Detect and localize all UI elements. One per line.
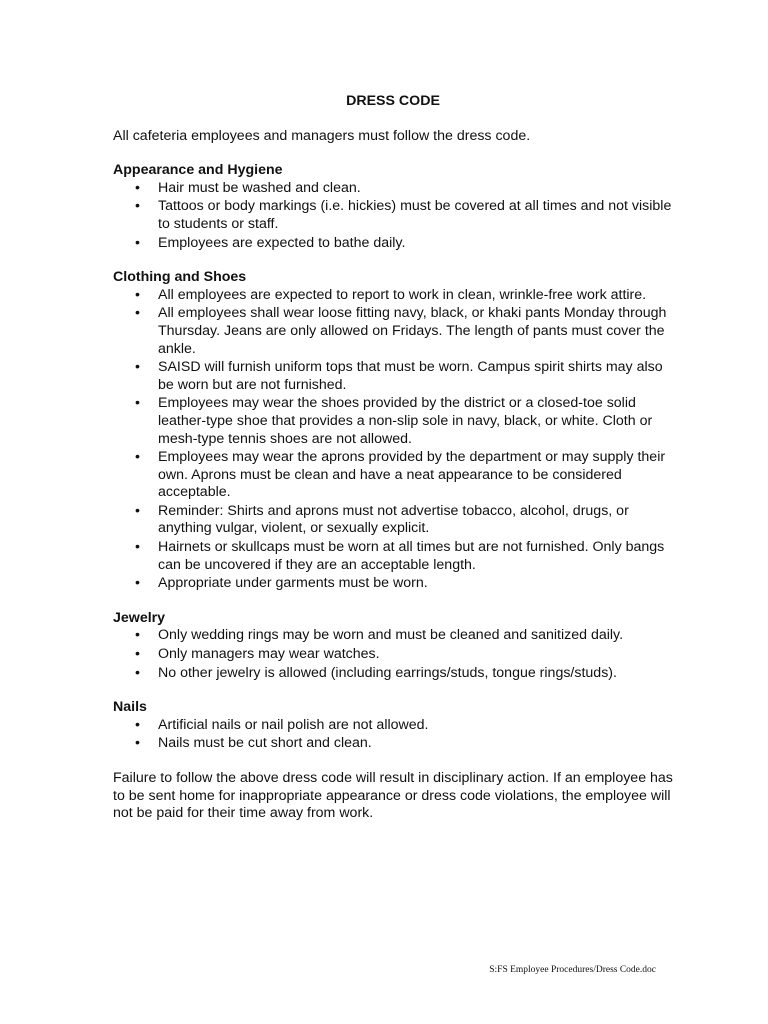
bullet-text: All employees shall wear loose fitting navy, black, or khaki pants Monday through Thursday. Jeans are only allowed on Fridays. The length of pants must cover the ankle.: [158, 305, 667, 357]
bullet-text: Employees are expected to bathe daily.: [158, 234, 406, 251]
bullet-item: [113, 575, 673, 593]
bullet-text: All employees are expected to report to work in clean, wrinkle-free work attire.: [158, 286, 647, 303]
bullet-list: [113, 180, 673, 252]
bullet-item: [113, 449, 673, 502]
bullet-list: [113, 717, 673, 753]
bullet-icon: •: [135, 664, 140, 681]
bullet-item: [113, 503, 673, 538]
bullet-icon: •: [135, 286, 140, 303]
bullet-text: Hair must be washed and clean.: [158, 179, 361, 196]
bullet-icon: •: [135, 539, 140, 556]
bullet-list: [113, 287, 673, 593]
bullet-icon: •: [135, 735, 140, 752]
section: [113, 699, 673, 753]
bullet-item: [113, 235, 673, 253]
intro-paragraph: All cafeteria employees and managers must follow the dress code.: [113, 127, 531, 144]
section-heading: Appearance and Hygiene: [113, 162, 283, 179]
bullet-list: [113, 627, 673, 682]
bullet-item: [113, 646, 673, 664]
bullet-icon: •: [135, 627, 140, 644]
footer-file-path: S:FS Employee Procedures/Dress Code.doc: [489, 965, 656, 975]
bullet-text: No other jewelry is allowed (including earrings/studs, tongue rings/studs).: [158, 664, 617, 681]
closing-paragraph: Failure to follow the above dress code will result in disciplinary action. If an employee has to be sent home for inappropriate appearance or dress code violations, the employee will not be paid for their time away from work.: [113, 770, 673, 822]
bullet-icon: •: [135, 234, 140, 251]
bullet-icon: •: [135, 395, 140, 412]
bullet-icon: •: [135, 305, 140, 322]
document-page: [113, 93, 673, 823]
bullet-icon: •: [135, 198, 140, 215]
bullet-item: [113, 735, 673, 753]
bullet-icon: •: [135, 359, 140, 376]
bullet-item: [113, 665, 673, 683]
bullet-icon: •: [135, 502, 140, 519]
bullet-icon: •: [135, 716, 140, 733]
section: [113, 269, 673, 593]
bullet-text: Tattoos or body markings (i.e. hickies) must be covered at all times and not visible to students or staff.: [158, 198, 672, 232]
bullet-text: Artificial nails or nail polish are not allowed.: [158, 716, 429, 733]
section-heading: Jewelry: [113, 609, 166, 626]
bullet-text: Hairnets or skullcaps must be worn at all times but are not furnished. Only bangs can be uncovered if they are an acceptable length.: [158, 539, 665, 573]
section: [113, 610, 673, 682]
bullet-text: Nails must be cut short and clean.: [158, 735, 372, 752]
bullet-item: [113, 305, 673, 358]
bullet-item: [113, 287, 673, 305]
bullet-item: [113, 627, 673, 645]
bullet-text: Employees may wear the aprons provided by the department or may supply their own. Aprons must be clean and have a neat appearance to be considered acceptable.: [158, 449, 666, 501]
bullet-item: [113, 395, 673, 448]
bullet-text: Only managers may wear watches.: [158, 646, 380, 663]
sections-container: [113, 162, 673, 753]
bullet-icon: •: [135, 179, 140, 196]
bullet-icon: •: [135, 575, 140, 592]
section-heading: Nails: [113, 699, 147, 716]
bullet-item: [113, 539, 673, 574]
bullet-text: Appropriate under garments must be worn.: [158, 575, 428, 592]
bullet-item: [113, 198, 673, 233]
bullet-text: SAISD will furnish uniform tops that must be worn. Campus spirit shirts may also be worn but are not furnished.: [158, 359, 663, 393]
section: [113, 162, 673, 252]
bullet-text: Employees may wear the shoes provided by the district or a closed-toe solid leather-type shoe that provides a non-slip sole in navy, black, or white. Cloth or mesh-type tennis shoes are not allowed.: [158, 395, 653, 447]
bullet-item: [113, 180, 673, 198]
section-heading: Clothing and Shoes: [113, 269, 247, 286]
bullet-text: Reminder: Shirts and aprons must not advertise tobacco, alcohol, drugs, or anything vulgar, violent, or sexually explicit.: [158, 502, 629, 537]
bullet-item: [113, 717, 673, 735]
bullet-icon: •: [135, 646, 140, 663]
bullet-item: [113, 359, 673, 394]
bullet-text: Only wedding rings may be worn and must be cleaned and sanitized daily.: [158, 627, 624, 644]
bullet-icon: •: [135, 449, 140, 466]
document-title: DRESS CODE: [346, 93, 440, 109]
